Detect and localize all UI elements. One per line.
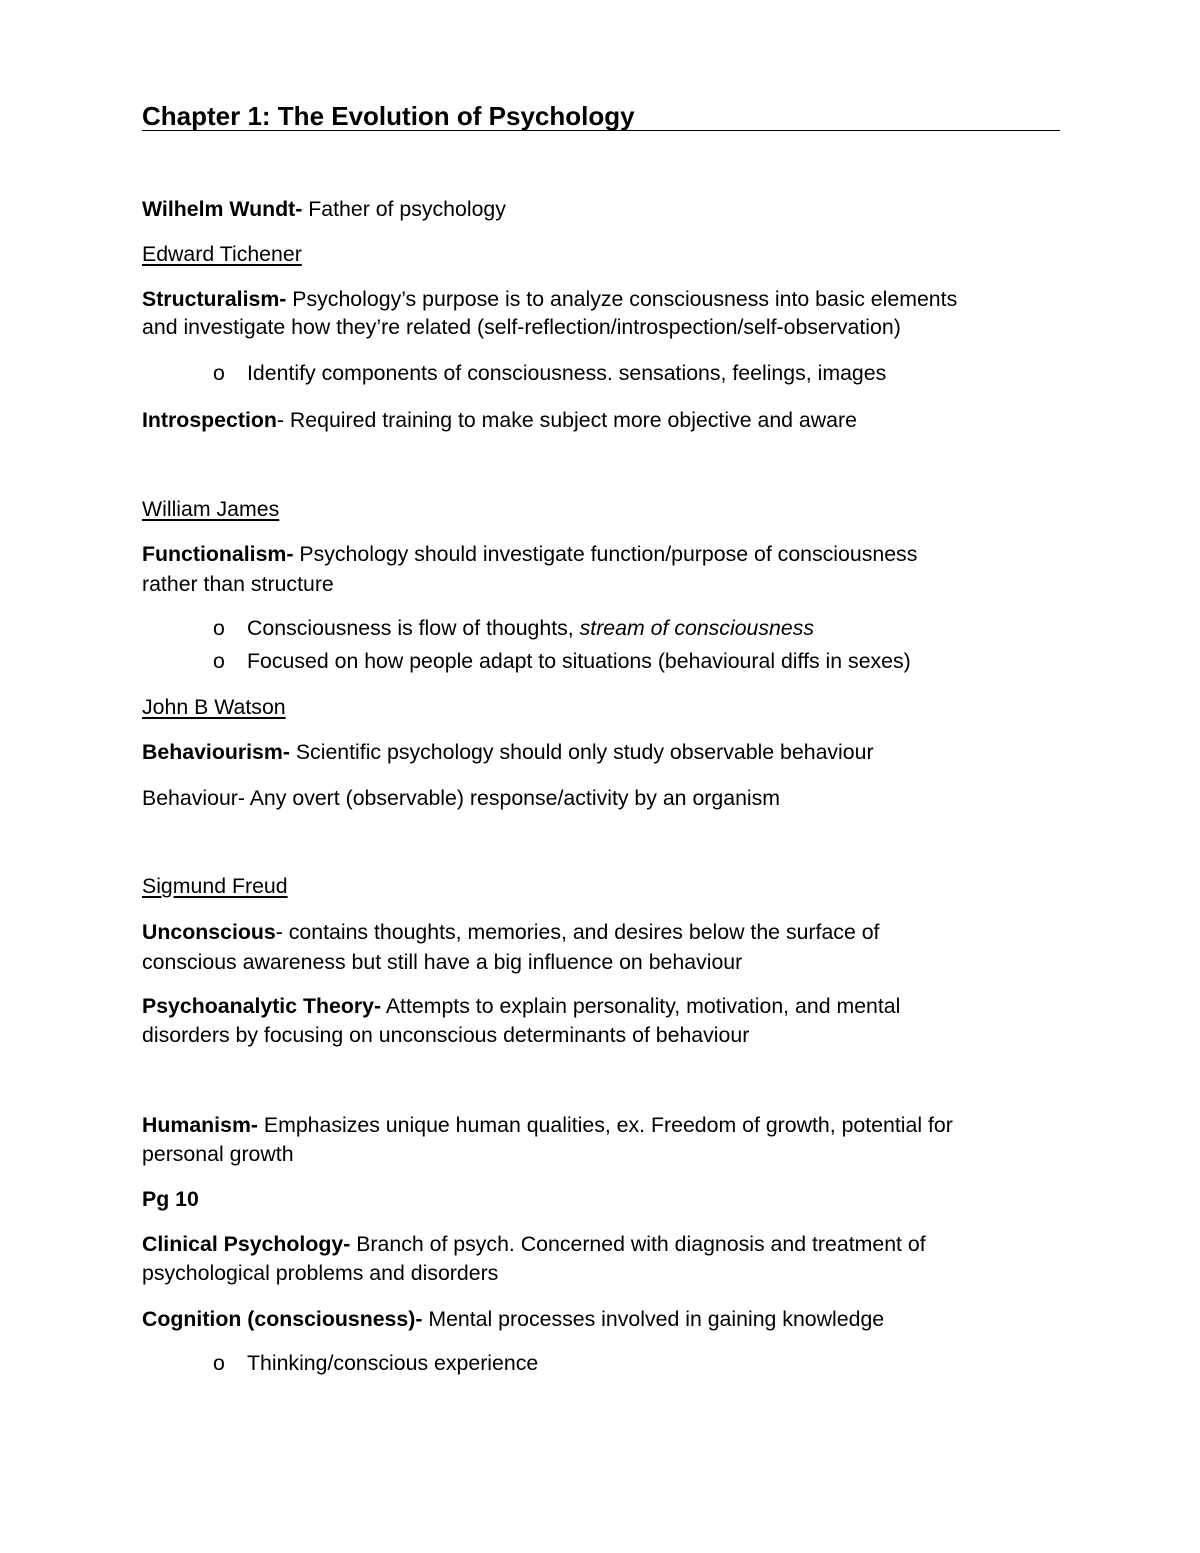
bullet-marker: o [213,649,225,673]
term-structuralism: Structuralism- [142,287,287,311]
term-wundt: Wilhelm Wundt- [142,197,303,221]
functionalism-line1: Functionalism- Psychology should investigate function/purpose of consciousness [142,542,918,566]
person-heading-james: William James [142,497,280,521]
psychoanalytic-line2: disorders by focusing on unconscious determinants of behaviour [142,1023,750,1047]
behaviourism-entry: Behaviourism- Scientific psychology should only study observable behaviour [142,740,874,764]
humanism-line1: Humanism- Emphasizes unique human qualities, ex. Freedom of growth, potential for [142,1113,953,1137]
italic-phrase: stream of consciousness [579,616,815,640]
unconscious-line2: conscious awareness but still have a big influence on behaviour [142,950,743,974]
clinical-line1: Clinical Psychology- Branch of psych. Concerned with diagnosis and treatment of [142,1232,926,1256]
clinical-line2: psychological problems and disorders [142,1261,499,1285]
chapter-title: Chapter 1: The Evolution of Psychology [142,103,1060,131]
wundt-entry [142,199,506,220]
person-heading-watson: John B Watson [142,695,286,719]
term-behaviourism: Behaviourism- [142,740,290,764]
person-heading-tichener: Edward Tichener [142,242,302,266]
bullet-item: o Focused on how people adapt to situations (behavioural diffs in sexes) [213,649,911,673]
structuralism-line2: and investigate how they’re related (self-reflection/introspection/self-observation) [142,315,901,339]
bullet-marker: o [213,616,225,640]
def-wundt: Father of psychology [302,197,506,221]
behaviour-definition: Behaviour- Any overt (observable) response/activity by an organism [142,786,781,810]
humanism-line2: personal growth [142,1142,294,1166]
person-heading-freud: Sigmund Freud [142,874,288,898]
term-cognition: Cognition (consciousness)- [142,1307,423,1331]
page-reference: Pg 10 [142,1187,199,1211]
term-introspection: Introspection [142,408,277,432]
term-humanism: Humanism- [142,1113,258,1137]
bullet-marker: o [213,1351,225,1375]
term-psychoanalytic: Psychoanalytic Theory- [142,994,382,1018]
cognition-entry: Cognition (consciousness)- Mental processes involved in gaining knowledge [142,1307,885,1331]
bullet-marker: o [213,361,225,385]
bullet-item: o Consciousness is flow of thoughts, stream of consciousness [213,616,815,640]
unconscious-line1: Unconscious- contains thoughts, memories, and desires below the surface of [142,920,880,944]
introspection-entry: Introspection- Required training to make subject more objective and aware [142,408,857,432]
psychoanalytic-line1: Psychoanalytic Theory- Attempts to explain personality, motivation, and mental [142,994,901,1018]
structuralism-line1: Structuralism- Psychology’s purpose is to analyze consciousness into basic elements [142,287,958,311]
term-clinical: Clinical Psychology- [142,1232,351,1256]
term-functionalism: Functionalism- [142,542,294,566]
functionalism-line2: rather than structure [142,572,334,596]
bullet-item: o Thinking/conscious experience [213,1351,539,1375]
term-unconscious: Unconscious [142,920,276,944]
bullet-item: o Identify components of consciousness. sensations, feelings, images [213,361,887,385]
